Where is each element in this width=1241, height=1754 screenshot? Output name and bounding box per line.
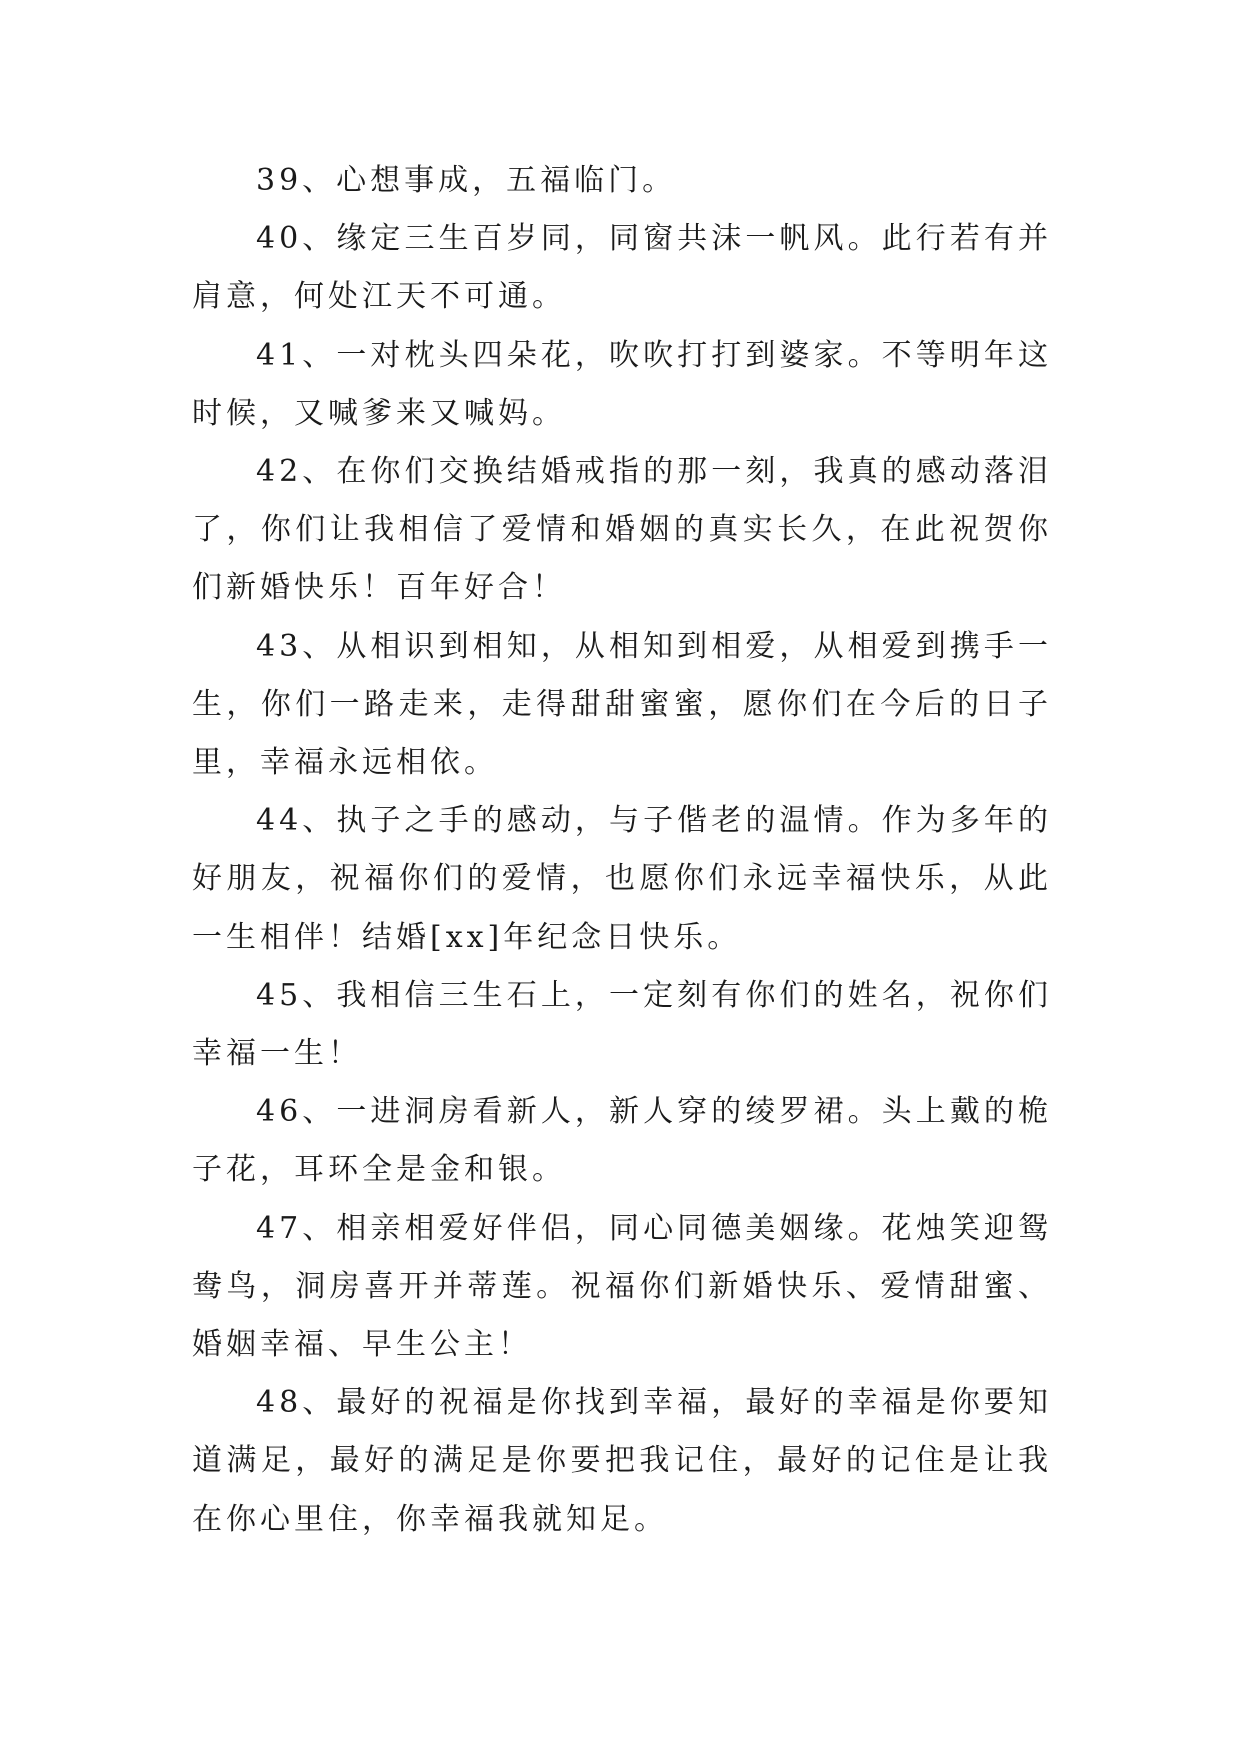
document-body — [192, 152, 1052, 1549]
paragraph-40: 40、缘定三生百岁同，同窗共沫一帆风。此行若有并肩意，何处江天不可通。 — [192, 221, 1052, 315]
paragraph-46: 46、一进洞房看新人，新人穿的绫罗裙。头上戴的桅子花，耳环全是金和银。 — [192, 1094, 1052, 1188]
paragraph-45: 45、我相信三生石上，一定刻有你们的姓名，祝你们幸福一生！ — [192, 977, 1052, 1072]
paragraph-43: 43、从相识到相知，从相知到相爱，从相爱到携手一生，你们一路走来，走得甜甜蜜蜜，愿你们在今后的日子里，幸福永远相依。 — [192, 628, 1052, 781]
paragraph-44: 44、执子之手的感动，与子偕老的温情。作为多年的好朋友，祝福你们的爱情，也愿你们永远幸福快乐，从此一生相伴！结婚[xx]年纪念日快乐。 — [192, 803, 1052, 955]
paragraph-41: 41、一对枕头四朵花，吹吹打打到婆家。不等明年这时候，又喊爹来又喊妈。 — [192, 337, 1052, 431]
paragraph-39: 39、心想事成，五福临门。 — [256, 163, 677, 198]
paragraph-47: 47、相亲相爱好伴侣，同心同德美姻缘。花烛笑迎鸳鸯鸟，洞房喜开并蒂莲。祝福你们新婚快乐、爱情甜蜜、婚姻幸福、早生公主！ — [192, 1210, 1052, 1363]
paragraph-42: 42、在你们交换结婚戒指的那一刻，我真的感动落泪了，你们让我相信了爱情和婚姻的真实长久，在此祝贺你们新婚快乐！百年好合！ — [192, 454, 1052, 606]
paragraph-48: 48、最好的祝福是你找到幸福，最好的幸福是你要知道满足，最好的满足是你要把我记住，最好的记住是让我在你心里住，你幸福我就知足。 — [192, 1385, 1052, 1537]
